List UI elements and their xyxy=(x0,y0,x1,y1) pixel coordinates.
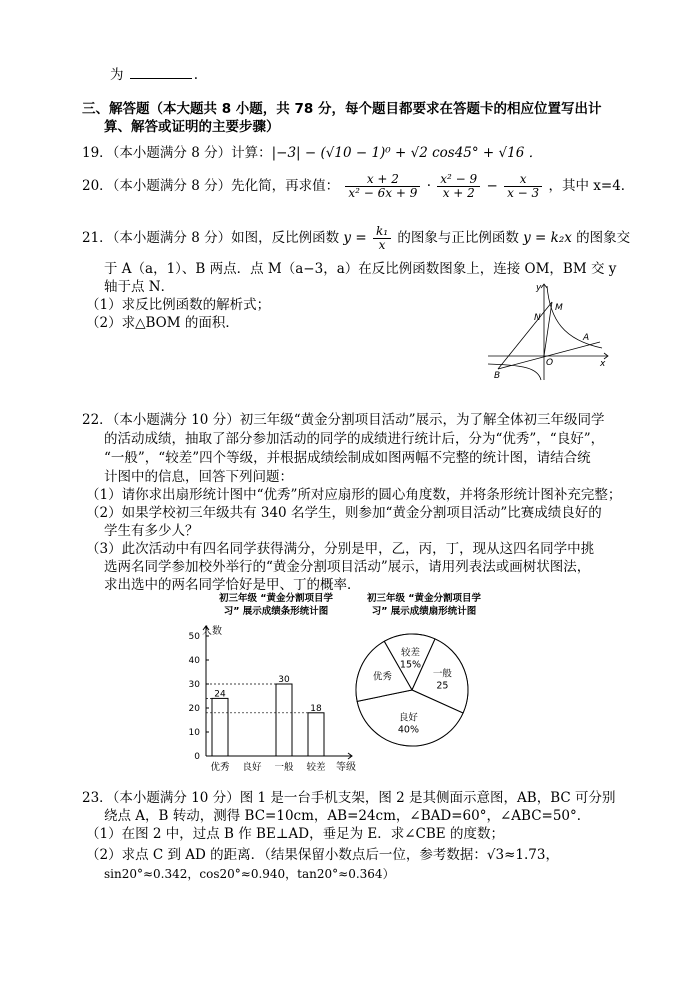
pie-title-line2: 习” 展示成绩扇形统计图 xyxy=(371,606,477,617)
q21-line3: 轴于点 N． xyxy=(104,279,175,295)
q21-graph-figure xyxy=(484,280,612,382)
q19-stem: 19．（本小题满分 8 分）计算： xyxy=(82,145,272,161)
label-A: A xyxy=(583,333,590,343)
question-23-line1: 23．（本小题满分 10 分）图 1 是一台手机支架，图 2 是其侧面示意图，AB，BC 可分别 xyxy=(82,790,616,806)
q19-expression: |−3| − (√10 − 1)⁰ + √2 cos45° + √16 ． xyxy=(271,145,543,161)
q22-sub1: （1）请你求出扇形统计图中“优秀”所对应扇形的圆心角度数，并将条形统计图补充完整； xyxy=(86,487,622,503)
q22-line3: “一般”，“较差”四个等级，并根据成绩绘制成如图两幅不完整的统计图，请结合统 xyxy=(104,450,591,466)
bar-y-tick-label: 10 xyxy=(188,728,200,738)
pie-label-优秀: 优秀 xyxy=(372,671,392,683)
bar-value-label: 18 xyxy=(310,703,322,714)
label-M: M xyxy=(555,303,563,313)
prev-answer-suffix: . xyxy=(193,67,199,83)
bar-y-tick-label: 0 xyxy=(194,752,200,762)
q23-line2: 绕点 A，B 转动，测得 BC=10cm，AB=24cm，∠BAD=60°，∠ABC=50°． xyxy=(104,808,591,824)
pie-label-较差: 较差 xyxy=(400,647,420,659)
bar-一般 xyxy=(276,684,292,756)
pie-label-一般: 一般 xyxy=(432,668,452,680)
q20-minus: − xyxy=(486,178,498,194)
bar-x-label: 等级 xyxy=(336,762,356,773)
bar-value-label: 30 xyxy=(278,675,290,685)
q21-text-a: 21．（本小题满分 8 分）如图，反比例函数 xyxy=(82,230,340,246)
pie-value-一般: 25 xyxy=(436,680,449,692)
q20-fraction-1: $\frac{x + 2}{\text{x² − 6x + 9}}$ xyxy=(345,173,420,200)
q21-line2: 于 A（a，1）、B 两点．点 M（a−3，a）在反比例函数图象上，连接 OM，BM 交 y xyxy=(104,261,617,277)
bar-y-tick-label: 20 xyxy=(188,704,200,714)
q22-sub3-cont2: 求出选中的两名同学恰好是甲、丁的概率． xyxy=(104,577,361,593)
section-heading: 三、解答题（本大题共 8 小题，共 78 分，每个题目都要求在答题卡的相应位置写出计 xyxy=(82,101,602,117)
bar-category-label: 一般 xyxy=(274,762,294,773)
label-x: x xyxy=(600,359,606,369)
q22-sub3: （3）此次活动中有四名同学获得满分，分别是甲，乙，丙，丁，现从这四名同学中挑 xyxy=(86,541,595,557)
pie-value-较差: 15% xyxy=(399,659,422,671)
prev-answer-prefix: 为 xyxy=(110,67,124,83)
bar-y-tick-label: 50 xyxy=(188,632,200,642)
q21-text-c: 的图象交 xyxy=(576,230,631,246)
q22-sub2: （2）如果学校初三年级共有 340 名学生，则参加“黄金分割项目活动”比赛成绩良好的 xyxy=(86,505,602,521)
pie-label-良好: 良好 xyxy=(398,712,418,724)
bar-chart xyxy=(176,590,376,776)
answer-blank xyxy=(130,66,192,79)
q20-dot: · xyxy=(426,178,431,194)
q21-sub1: （1）求反比例函数的解析式； xyxy=(86,297,271,313)
q21-y-eq: y = xyxy=(343,230,367,246)
label-y: y xyxy=(536,283,542,293)
q22-line4: 计图中的信息，回答下列问题： xyxy=(104,469,293,485)
bar-category-label: 优秀 xyxy=(210,762,230,773)
bar-title-line2: 习” 展示成绩条形统计图 xyxy=(223,606,329,617)
prev-answer-line xyxy=(110,66,198,83)
bar-value-label: 24 xyxy=(214,689,226,700)
question-20 xyxy=(82,171,634,201)
question-22-line1: 22．（本小题满分 10 分）初三年级“黄金分割项目活动”展示，为了解全体初三年级同学 xyxy=(82,412,605,428)
bar-y-label: 人数 xyxy=(202,626,222,637)
q21-linear-fn: y = k₂x xyxy=(523,230,572,246)
q22-line2: 的活动成绩，抽取了部分参加活动的同学的成绩进行统计后，分为“优秀”，“良好”， xyxy=(104,431,605,447)
q20-condition: ，其中 x=4． xyxy=(548,178,635,194)
label-B: B xyxy=(494,371,501,381)
bar-category-label: 较差 xyxy=(306,762,326,773)
section-heading-cont: 算、解答或证明的主要步骤） xyxy=(104,119,280,135)
q21-text-b: 的图象与正比例函数 xyxy=(397,230,519,246)
bar-title-line1: 初三年级 “黄金分割项目学 xyxy=(218,593,334,604)
q23-sub1: （1）在图 2 中，过点 B 作 BE⊥AD，垂足为 E．求∠CBE 的度数； xyxy=(86,826,504,842)
pie-title-line1: 初三年级 “黄金分割项目学 xyxy=(366,593,482,604)
label-N: N xyxy=(534,313,541,323)
bar-y-tick-label: 40 xyxy=(188,656,200,666)
q23-sub2-cont: sin20°≈0.342，cos20°≈0.940，tan20°≈0.364） xyxy=(104,867,395,881)
bar-y-tick-label: 30 xyxy=(188,680,200,690)
q21-sub2: （2）求△BOM 的面积． xyxy=(86,315,239,331)
q20-fraction-3: $\frac{x}{x - 3}$ xyxy=(504,173,542,200)
q20-stem: 20．（本小题满分 8 分）先化简，再求值： xyxy=(82,178,340,194)
bar-较差 xyxy=(308,713,324,756)
q23-sub2: （2）求点 C 到 AD 的距离．（结果保留小数点后一位，参考数据：√3≈1.73， xyxy=(86,847,559,863)
label-O: O xyxy=(546,358,554,368)
q22-sub3-cont1: 选两名同学参加校外举行的“黄金分割项目活动”展示，请用列表法或画树状图法， xyxy=(104,559,591,575)
q21-k1-over-x: $\frac{\text{k₁}}{x}$ xyxy=(373,225,391,252)
pie-chart xyxy=(350,590,500,760)
question-21-line1 xyxy=(82,223,630,253)
question-19 xyxy=(82,145,542,161)
hyperbola-branch-1 xyxy=(547,286,602,348)
bar-优秀 xyxy=(212,698,228,756)
pie-value-良好: 40% xyxy=(397,724,419,736)
q22-sub2-cont: 学生有多少人？ xyxy=(104,523,199,539)
bar-category-label: 良好 xyxy=(242,762,262,773)
q20-fraction-2: $\frac{\text{x² − 9}}{x + 2}$ xyxy=(437,173,480,200)
